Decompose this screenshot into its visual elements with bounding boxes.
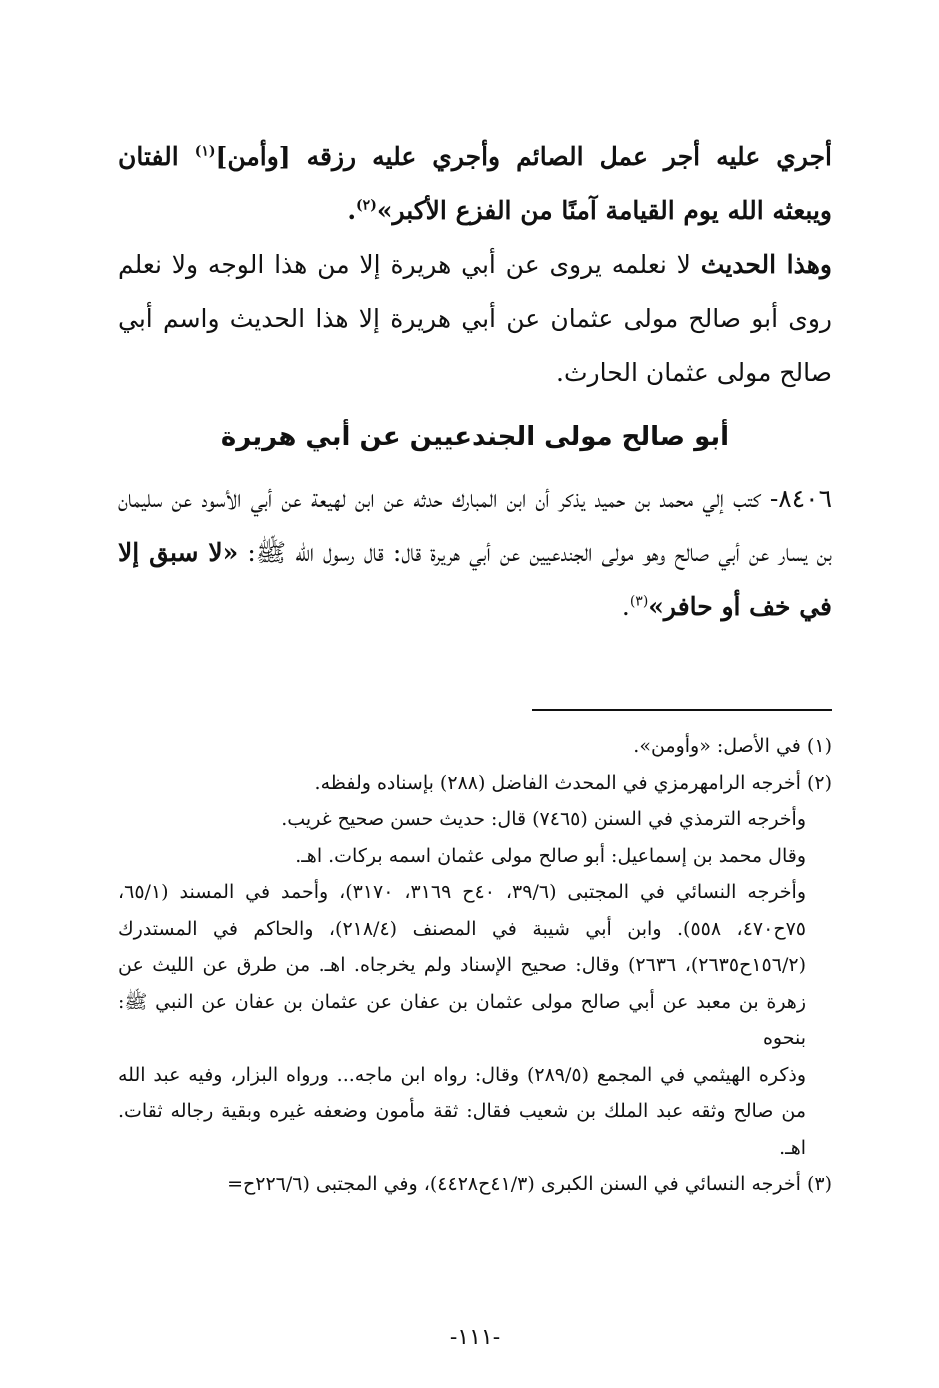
footnote-line: وأخرجه الترمذي في السنن (٧٤٦٥) قال: حديث حسن صحيح غريب.: [281, 808, 806, 830]
paragraph-text-part: أجري عليه أجر عمل الصائم وأجري عليه رزقه [وأمن]: [215, 142, 833, 171]
paragraph-end-mark: .: [621, 592, 630, 621]
hadith-quote: «لا سبق إلا في خف أو حافر»: [118, 538, 832, 621]
paragraph-text-part: الفتان ويبعثه الله يوم القيامة آمنًا من الفزع الأكبر»: [118, 142, 832, 225]
book-page: [118, 0, 832, 1388]
page-number: -١١١-: [449, 1325, 501, 1350]
paragraph-hadith-ending: [118, 130, 832, 238]
footnotes: [118, 728, 832, 1203]
hadith-text: ٨٤٠٦- كتب إلي محمد بن حميد يذكر أن ابن المبارك حدثه عن ابن لهيعة عن أبي الأسود عن سليمان بن يسار عن أبي صالح وهو مولى الجندعيين عن أبي هريرة قال: قال رسول الله ﷺ:: [118, 484, 832, 567]
paragraph-hadith-8406: [118, 472, 832, 634]
footnote-line: (١) في الأصل: «وأومن».: [633, 735, 832, 757]
footnote-line: (٣) أخرجه النسائي في السنن الكبرى (٤١/٣ح٤٤٢٨)، وفي المجتبى (٢٢٦/٦ح=: [227, 1173, 832, 1195]
commentary-text: لا نعلمه يروى عن أبي هريرة إلا من هذا الوجه ولا نعلم روى أبو صالح مولى عثمان عن أبي هريرة إلا هذا الحديث واسم أبي صالح مولى عثمان الحارث.: [118, 250, 832, 387]
footnote-separator: [532, 709, 832, 711]
footnote-line: (٢) أخرجه الرامهرمزي في المحدث الفاضل (٢٨٨) بإسناده ولفظه.: [314, 771, 832, 794]
paragraph-commentary: [118, 238, 832, 400]
footnote-line: وأخرجه النسائي في المجتبى (٣٩/٦، ٤٠ح ٣١٦٩، ٣١٧٠)، وأحمد في المسند (٦٥/١، ٧٥ح٤٧٠، ٥٥٨). وابن أبي شيبة في المصنف (٢١٨/٤)، والحاكم في المستدرك (١٥٦/٢ح٢٦٣٥)، ٢٦٣٦) وقال: صحيح الإسناد ولم يخرجاه. اهـ. من طرق عن الليث عن زهرة بن معبد عن أبي صالح مولى عثمان بن عفان عن عثمان بن عفان عن النبي ﷺ: بنحوه: [118, 881, 807, 1049]
section-heading: أبو صالح مولى الجندعيين عن أبي هريرة: [220, 422, 730, 452]
footnote-ref-3[interactable]: (٣): [629, 593, 649, 610]
paragraph-end-mark: .: [347, 196, 357, 225]
footnote-line: وذكره الهيثمي في المجمع (٢٨٩/٥) وقال: رواه ابن ماجه... ورواه البزار، وفيه عبد الله من صالح وثقه عبد الملك بن شعيب فقال: ثقة مأمون وضعفه غيره وبقية رجاله ثقات. اهـ.: [118, 1063, 806, 1159]
main-text: [118, 130, 832, 634]
footnote-ref-2[interactable]: (٢): [356, 197, 377, 214]
footnote-ref-1[interactable]: (١): [194, 143, 216, 160]
commentary-lead: وهذا الحديث: [700, 250, 833, 279]
footnote-line: وقال محمد بن إسماعيل: أبو صالح مولى عثمان اسمه بركات. اهـ.: [295, 844, 806, 867]
